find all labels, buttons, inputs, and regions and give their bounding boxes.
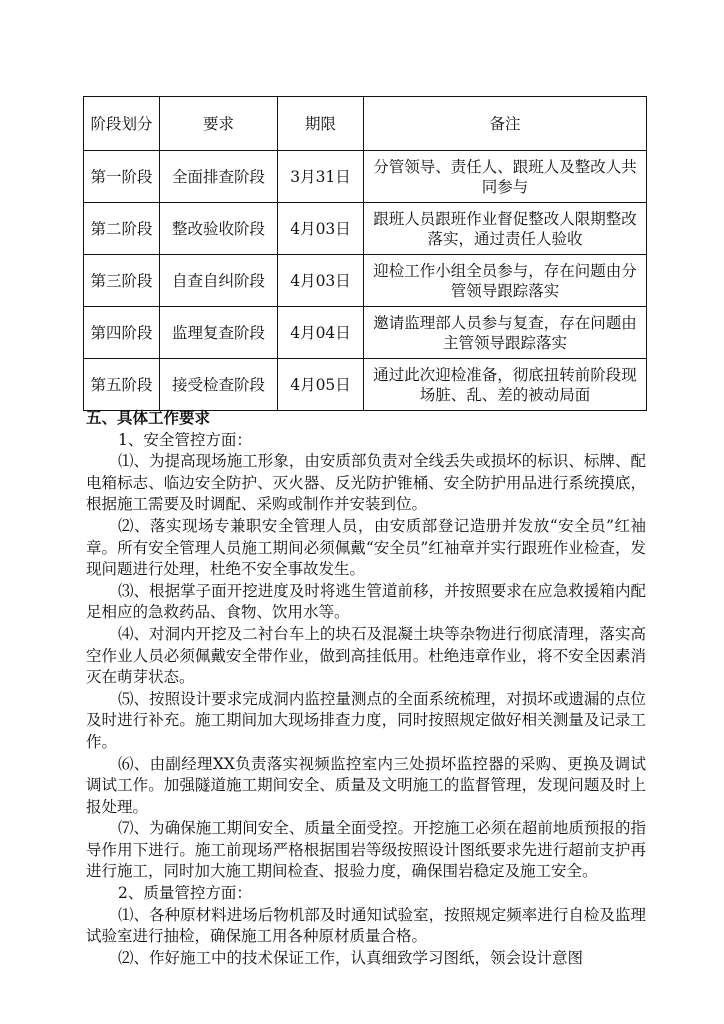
stage-cell: 第四阶段 xyxy=(84,307,160,359)
remarks-cell: 跟班人员跟班作业督促整改人限期整改落实，通过责任人验收 xyxy=(364,203,647,255)
remarks-cell: 分管领导、责任人、跟班人及整改人共同参与 xyxy=(364,151,647,203)
header-remarks: 备注 xyxy=(364,97,647,151)
paragraph: ⑷、对洞内开挖及二衬台车上的块石及混凝土块等杂物进行彻底清理，落实高空作业人员必须佩戴安全带作业，做到高挂低用。杜绝违章作业，将不安全因素消灭在萌芽状态。 xyxy=(86,624,646,687)
paragraph: ⑴、各种原材料进场后物机部及时通知试验室，按照规定频率进行自检及监理试验室进行抽检，确保施工用各种原材质量合格。 xyxy=(86,905,646,946)
deadline-cell: 4月05日 xyxy=(278,359,364,411)
requirement-cell: 自查自纠阶段 xyxy=(160,255,278,307)
requirement-cell: 整改验收阶段 xyxy=(160,203,278,255)
quality-heading: 2、质量管控方面： xyxy=(118,884,252,903)
stage-schedule-table xyxy=(83,96,647,411)
section-title: 五、具体工作要求 xyxy=(86,409,211,427)
table-row xyxy=(84,203,647,255)
requirement-cell: 监理复查阶段 xyxy=(160,307,278,359)
paragraph: ⑵、作好施工中的技术保证工作，认真细致学习图纸，领会设计意图 xyxy=(118,948,584,967)
paragraph: ⑹、由副经理XX负责落实视频监控室内三处损坏监控器的采购、更换及调试调试工作。加强隧道施工期间安全、质量及文明施工的监督管理，发现问题及时上报处理。 xyxy=(86,754,646,816)
table-row xyxy=(84,151,647,203)
header-requirement: 要求 xyxy=(160,97,278,151)
deadline-cell: 4月03日 xyxy=(278,203,364,255)
work-requirements-section xyxy=(86,408,646,969)
remarks-cell: 邀请监理部人员参与复查，存在问题由主管领导跟踪落实 xyxy=(364,307,647,359)
stage-cell: 第二阶段 xyxy=(84,203,160,255)
paragraph: ⑸、按照设计要求完成洞内监控量测点的全面系统梳理，对损坏或遗漏的点位及时进行补充。施工期间加大现场排查力度，同时按照规定做好相关测量及记录工作。 xyxy=(86,689,646,751)
paragraph: ⑴、为提高现场施工形象，由安质部负责对全线丢失或损坏的标识、标牌、配电箱标志、临边安全防护、灭火器、反光防护锥桶、安全防护用品进行系统摸底，根据施工需要及时调配、采购或制作并安装到位。 xyxy=(86,452,646,514)
header-deadline: 期限 xyxy=(278,97,364,151)
paragraph: ⑺、为确保施工期间安全、质量全面受控。开挖施工必须在超前地质预报的指导作用下进行。施工前现场严格根据围岩等级按照设计图纸要求先进行超前支护再进行施工，同时加大施工期间检查、报验力度，确保围岩稳定及施工安全。 xyxy=(86,819,646,881)
paragraph: ⑶、根据掌子面开挖进度及时将逃生管道前移，并按照要求在应急救援箱内配足相应的急救药品、食物、饮用水等。 xyxy=(86,581,646,622)
deadline-cell: 4月03日 xyxy=(278,255,364,307)
table-row xyxy=(84,359,647,411)
remarks-cell: 通过此次迎检准备，彻底扭转前阶段现场脏、乱、差的被动局面 xyxy=(364,359,647,411)
paragraph: ⑵、落实现场专兼职安全管理人员，由安质部登记造册并发放“安全员”红袖章。所有安全管理人员施工期间必须佩戴“安全员”红袖章并实行跟班作业检查，发现问题进行处理，杜绝不安全事故发生。 xyxy=(86,516,646,579)
table-row xyxy=(84,255,647,307)
safety-heading: 1、安全管控方面： xyxy=(118,430,252,449)
stage-cell: 第五阶段 xyxy=(84,359,160,411)
stage-cell: 第三阶段 xyxy=(84,255,160,307)
requirement-cell: 接受检查阶段 xyxy=(160,359,278,411)
deadline-cell: 3月31日 xyxy=(278,151,364,203)
remarks-cell: 迎检工作小组全员参与，存在问题由分管领导跟踪落实 xyxy=(364,255,647,307)
stage-cell: 第一阶段 xyxy=(84,151,160,203)
header-stage: 阶段划分 xyxy=(84,97,160,151)
table-row xyxy=(84,307,647,359)
requirement-cell: 全面排查阶段 xyxy=(160,151,278,203)
table-header-row xyxy=(84,97,647,151)
deadline-cell: 4月04日 xyxy=(278,307,364,359)
